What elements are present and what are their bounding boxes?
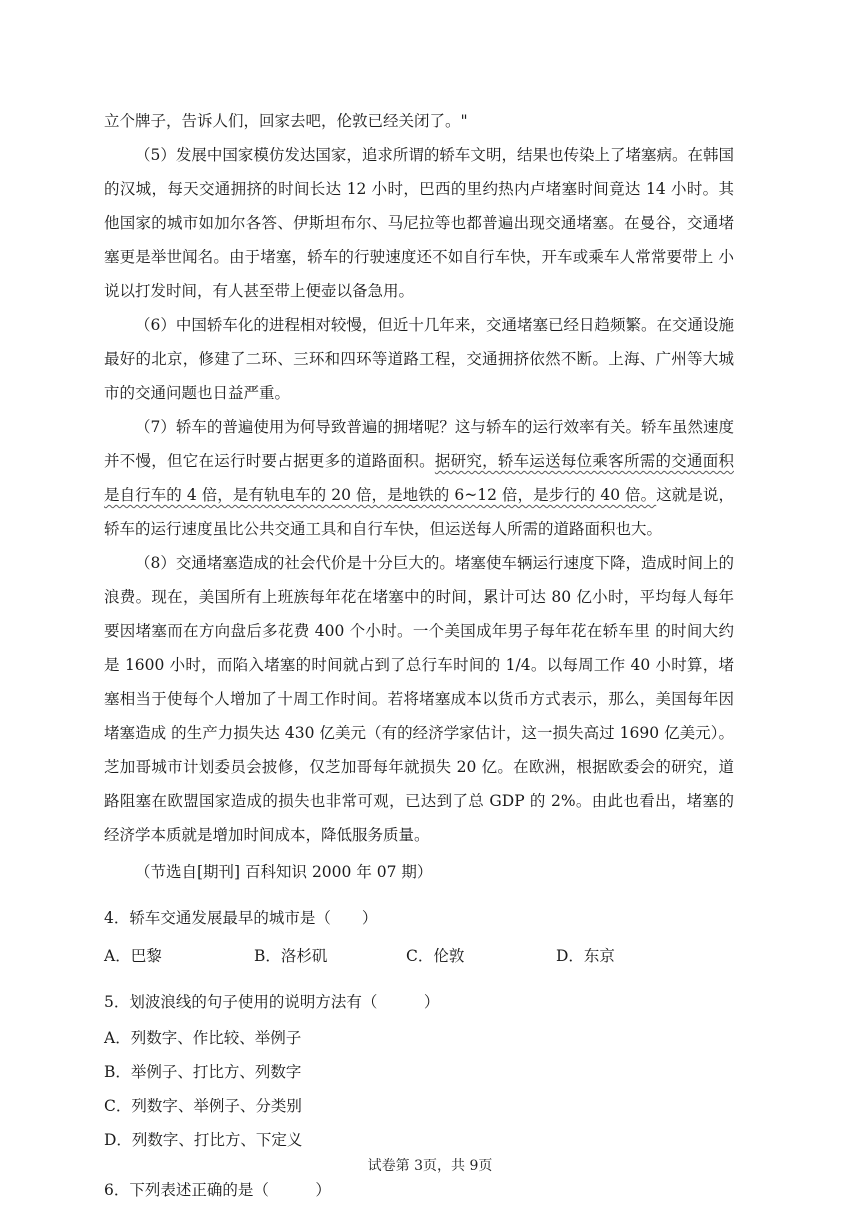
question-5-options bbox=[104, 1021, 734, 1157]
option-b: B．洛杉矶 bbox=[254, 947, 328, 965]
source-citation: （节选自[期刊] 百科知识 2000 年 07 期） bbox=[135, 863, 433, 881]
option-c: C．伦敦 bbox=[406, 947, 465, 965]
reading-passage bbox=[104, 104, 734, 1207]
paragraph-8: （8）交通堵塞造成的社会代价是十分巨大的。堵塞使车辆运行速度下降，造成时间上的浪费。现在，美国所有上班族每年花在堵塞中的时间，累计可达 80 亿小时，平均每人每年要因堵塞而在方向盘后多花费 400 个小时。一个美国成年男子每年花在轿车里 的时间大约是 1600 小时，而陷入堵塞的时间就占到了总行车时间的 1/4。以每周工作 40 小时算，堵塞相当于使每个人增加了十周工作时间。若将堵塞成本以货币方式表示，那么，美国每年因堵塞造成 的生产力损失达 430 亿美元（有的经济学家估计，这一损失高过 1690 亿美元）。芝加哥城市计划委员会披修，仅芝加哥每年就损失 20 亿。在欧洲，根据欧委会的研究，道路阻塞在欧盟国家造成的损失也非常可观，已达到了总 GDP 的 2%。由此也看出，堵塞的经济学本质就是增加时间成本，降低服务质量。 bbox=[104, 554, 734, 844]
option-a: A．列数字、作比较、举例子 bbox=[104, 1029, 302, 1047]
option-d: D．列数字、打比方、下定义 bbox=[104, 1131, 303, 1149]
option-c: C．列数字、举例子、分类别 bbox=[104, 1097, 302, 1115]
paragraph-continued: 立个牌子，告诉人们，回家去吧，伦敦已经关闭了。" bbox=[104, 112, 468, 130]
question-5-stem: 5．划波浪线的句子使用的说明方法有（ ） bbox=[104, 993, 440, 1011]
option-a: A．巴黎 bbox=[104, 947, 162, 965]
page-footer: 试卷第 3页，共 9页 bbox=[367, 1158, 493, 1174]
paragraph-7 bbox=[104, 410, 734, 546]
paragraph-6: （6）中国轿车化的进程相对较慢，但近十几年来，交通堵塞已经日趋频繁。在交通设施最好的北京，修建了二环、三环和四环等道路工程，交通拥挤依然不断。上海、广州等大城市的交通问题也日益严重。 bbox=[104, 316, 734, 402]
question-6-stem: 6．下列表述正确的是（ ） bbox=[104, 1181, 331, 1199]
paragraph-7-intro: （7）轿车的普遍使用为何导致普遍的拥堵呢？这与轿车的运行效率有关。轿车虽然速度并不慢，但它在运行时要占据更多的道路面积。 bbox=[104, 418, 734, 470]
paragraph-7-conclusion: 这就是说，轿车的运行速度虽比公共交通工具和自行车快，但运送每人所需的道路面积也大。 bbox=[104, 486, 734, 538]
question-4-stem: 4．轿车交通发展最早的城市是（ ） bbox=[104, 909, 378, 927]
paragraph-5: （5）发展中国家模仿发达国家，追求所谓的轿车文明，结果也传染上了堵塞病。在韩国的汉城，每天交通拥挤的时间长达 12 小时，巴西的里约热内卢堵塞时间竟达 14 小时。其他国家的城市如加尔各答、伊斯坦布尔、马尼拉等也都普遍出现交通堵塞。在曼谷，交通堵塞更是举世闻名。由于堵塞，轿车的行驶速度还不如自行车快，开车或乘车人常常要带上 小说以打发时间，有人甚至带上便壶以备急用。 bbox=[104, 146, 734, 300]
option-b: B．举例子、打比方、列数字 bbox=[104, 1063, 302, 1081]
wavy-underlined-sentence: 据研究，轿车运送每位乘客所需的交通面积是自行车的 4 倍，是有轨电车的 20 倍，是地铁的 6~12 倍，是步行的 40 倍。 bbox=[104, 452, 734, 504]
option-d: D．东京 bbox=[556, 947, 615, 965]
question-4-options bbox=[104, 939, 734, 973]
